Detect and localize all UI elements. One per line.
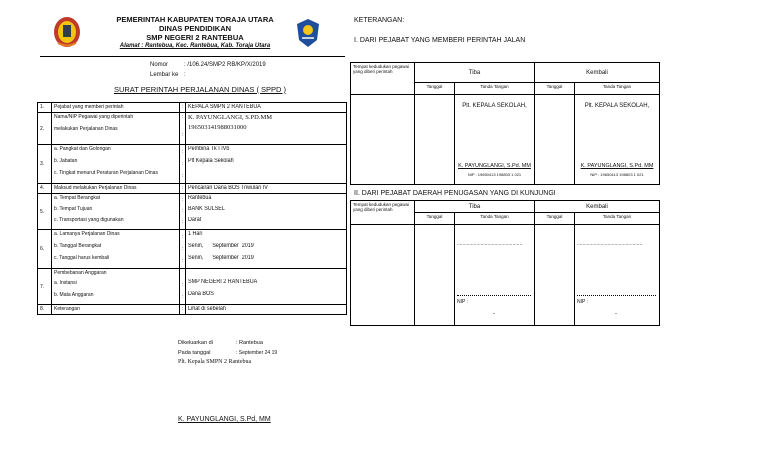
tutwuri-logo	[296, 18, 320, 48]
nomor-value: : /106.24/SMP2 RB/KP/X/2019	[184, 62, 266, 68]
row1-value: KEPALA SMPN 2 RANTEBUA	[188, 104, 261, 110]
row3-a: a. Pangkat dan Golongan	[54, 146, 111, 152]
row5-a: a. Tempat Berangkat	[54, 195, 101, 201]
s1-kembali-ttd: Tanda Tangan	[575, 83, 660, 95]
s2-tiba-dots: ...............................................	[457, 241, 523, 247]
s1-kembali-jabatan: Plt. KEPALA SEKOLAH,	[584, 103, 650, 109]
kabupaten-logo	[52, 15, 82, 49]
row3-no: 3.	[38, 145, 52, 184]
issuer-signer: K. PAYUNGLANGI, S.Pd, MM	[178, 416, 271, 423]
row2-label-a: Nama/NIP Pegawai yang diperintah	[54, 114, 134, 120]
s2-tiba-ttd: Tanda Tangan	[455, 213, 535, 225]
section1-table	[350, 62, 660, 185]
lembar-value: :	[184, 72, 186, 78]
s1-tiba-signer: K. PAYUNGLANGI, S.Pd. MM	[458, 163, 531, 169]
letterhead	[90, 15, 300, 55]
row5-value-a: Rantebua	[188, 195, 212, 201]
row5-value-c: Darat	[188, 217, 202, 223]
row1-no: 1.	[38, 103, 52, 113]
s2-kembali-tanggal: Tanggal	[535, 213, 575, 225]
keterangan-heading: KETERANGAN:	[354, 17, 405, 24]
dikeluarkan-value: : Rantebua	[236, 340, 263, 346]
s2-tiba-nip: NIP :	[457, 299, 469, 305]
row7-value-a: SMP NEGERI 2 RANTEBUA	[188, 279, 258, 285]
s2-kembali-dash: -	[615, 311, 618, 317]
s2-kembali: Kembali	[535, 201, 660, 213]
row5-value-b: BANK SULSEL	[188, 206, 225, 212]
row2-no: 2.	[38, 113, 52, 145]
document-title: SURAT PERINTAH PERJALANAN DINAS ( SPPD )	[113, 85, 287, 94]
sppd-table: 1. Pejabat yang memberi perintah : KEPALA SMPN 2 RANTEBUA 2. Nama/NIP Pegawai yang diperintah melakukan Perjalanan Dinas : : K. PAYUNGLANGI, S.PD.MM 196503141988031000 3. a. Pangkat dan Golongan b. Jabatan c. Tingkat menurut Peraturan Perjalanan Dinas : : : Pembina Tk I IVb Plt Kepala Sekolah 4. Maksud melakukan Perjalanan Dinas : Pencairan Dana BOS Triwulan IV 5. a. Tempat Berangkat b. Tempat Tujuan c. Transportasi yang digunakan : : : Rantebua BANK SULSEL Darat 6. a. Lamanya Perjalanan Dinas b. Tanggal Berangkat c. Tanggal harus kembali : : : 1 Hari Senin, September 2019 Senin, September 2019 7. Pembebanan Anggaran a. Instansi b. Mata Anggaran : : SMP NEGERI 2 RANTEBUA Dana BOS 8. Keterangan : Lihat di sebelah	[37, 102, 347, 315]
tanggal-label: Pada tanggal	[178, 350, 211, 356]
s2-tempat-label: Tempat kedudukan pegawai yang diberi perintah	[351, 201, 415, 225]
row4-no: 4.	[38, 184, 52, 194]
s1-tiba-tanggal: Tanggal	[415, 83, 455, 95]
row4-label: Maksud melakukan Perjalanan Dinas	[52, 184, 180, 194]
row6-value-b: Senin, September 2019	[188, 243, 254, 249]
row8-value: Lihat di sebelah	[188, 306, 226, 312]
row2-label-b: melakukan Perjalanan Dinas	[54, 126, 118, 132]
row2-value-a: K. PAYUNGLANGI, S.PD.MM	[188, 114, 273, 121]
nomor-label: Nomor	[150, 62, 169, 68]
row7-a: a. Instansi	[54, 280, 77, 286]
header-address: Alamat : Rantebua, Kec. Rantebua, Kab. Toraja Utara	[119, 43, 271, 49]
tanggal-value: : September 24 19	[236, 350, 278, 356]
row7-no: 7.	[38, 269, 52, 305]
s2-kembali-ttd: Tanda Tangan	[575, 213, 660, 225]
row2-value-b: 196503141988031000	[188, 124, 247, 131]
header-line-3: SMP NEGERI 2 RANTEBUA	[146, 33, 244, 42]
s1-tempat-label: Tempat kedudukan pegawai yang diberi perintah	[351, 63, 415, 95]
row5-no: 5.	[38, 194, 52, 230]
s2-tiba-dash: -	[493, 311, 495, 317]
s1-tiba-jabatan: Plt. KEPALA SEKOLAH,	[462, 103, 527, 109]
row3-b: b. Jabatan	[54, 158, 78, 164]
row8-label: Keterangan	[52, 305, 180, 315]
row6-b: b. Tanggal Berangkat	[54, 243, 102, 249]
row6-c: c. Tanggal harus kembali	[54, 255, 110, 261]
s2-tiba-tanggal: Tanggal	[415, 213, 455, 225]
dikeluarkan-label: Dikeluarkan di	[178, 340, 213, 346]
row7-label: Pembebanan Anggaran	[54, 270, 107, 276]
s1-tiba-ttd: Tanda Tangan	[455, 83, 535, 95]
section2-heading: II. DARI PEJABAT DAERAH PENUGASAN YANG DI KUNJUNGI	[354, 190, 556, 197]
s1-tiba: Tiba	[415, 63, 535, 83]
row3-value-b: Plt Kepala Sekolah	[188, 158, 234, 164]
row8-no: 8.	[38, 305, 52, 315]
s2-tiba-signline	[457, 295, 531, 296]
issuer-position: Plt. Kepala SMPN 2 Rantebua	[178, 359, 252, 365]
row3-value-a: Pembina Tk I IVb	[188, 146, 230, 152]
s2-kembali-signline	[577, 295, 656, 296]
s1-kembali: Kembali	[535, 63, 660, 83]
s1-kembali-nip: NIP : 19650413 198803 1 021	[590, 172, 644, 177]
s2-tiba: Tiba	[415, 201, 535, 213]
row7-b: b. Mata Anggaran	[54, 292, 94, 298]
s2-kembali-nip: NIP :	[577, 299, 589, 305]
row5-c: c. Transportasi yang digunakan	[54, 217, 124, 223]
row1-label: Pejabat yang memberi perintah	[52, 103, 180, 113]
row7-value-b: Dana BOS	[188, 291, 214, 297]
row5-b: b. Tempat Tujuan	[54, 206, 93, 212]
s1-kembali-tanggal: Tanggal	[535, 83, 575, 95]
lembar-label: Lembar ke	[150, 72, 179, 78]
s2-kembali-dots: ...............................................	[577, 241, 643, 247]
row3-c: c. Tingkat menurut Peraturan Perjalanan Dinas	[54, 170, 158, 176]
section1-heading: I. DARI PEJABAT YANG MEMBERI PERINTAH JALAN	[354, 37, 526, 44]
row6-value-a: 1 Hari	[188, 231, 203, 237]
header-line-1: PEMERINTAH KABUPATEN TORAJA UTARA	[116, 15, 274, 24]
s1-kembali-signer: K. PAYUNGLANGI, S.Pd. MM	[580, 163, 654, 169]
header-line-2: DINAS PENDIDIKAN	[158, 24, 232, 33]
row6-no: 6.	[38, 230, 52, 269]
section2-table	[350, 200, 660, 326]
row6-value-c: Senin, September 2019	[188, 255, 254, 261]
header-rule	[40, 56, 345, 57]
s1-tiba-nip: NIP : 19650413 198803 1 021	[467, 172, 522, 177]
row4-value: Pencairan Dana BOS Triwulan IV	[188, 185, 268, 191]
row6-a: a. Lamanya Perjalanan Dinas	[54, 231, 120, 237]
